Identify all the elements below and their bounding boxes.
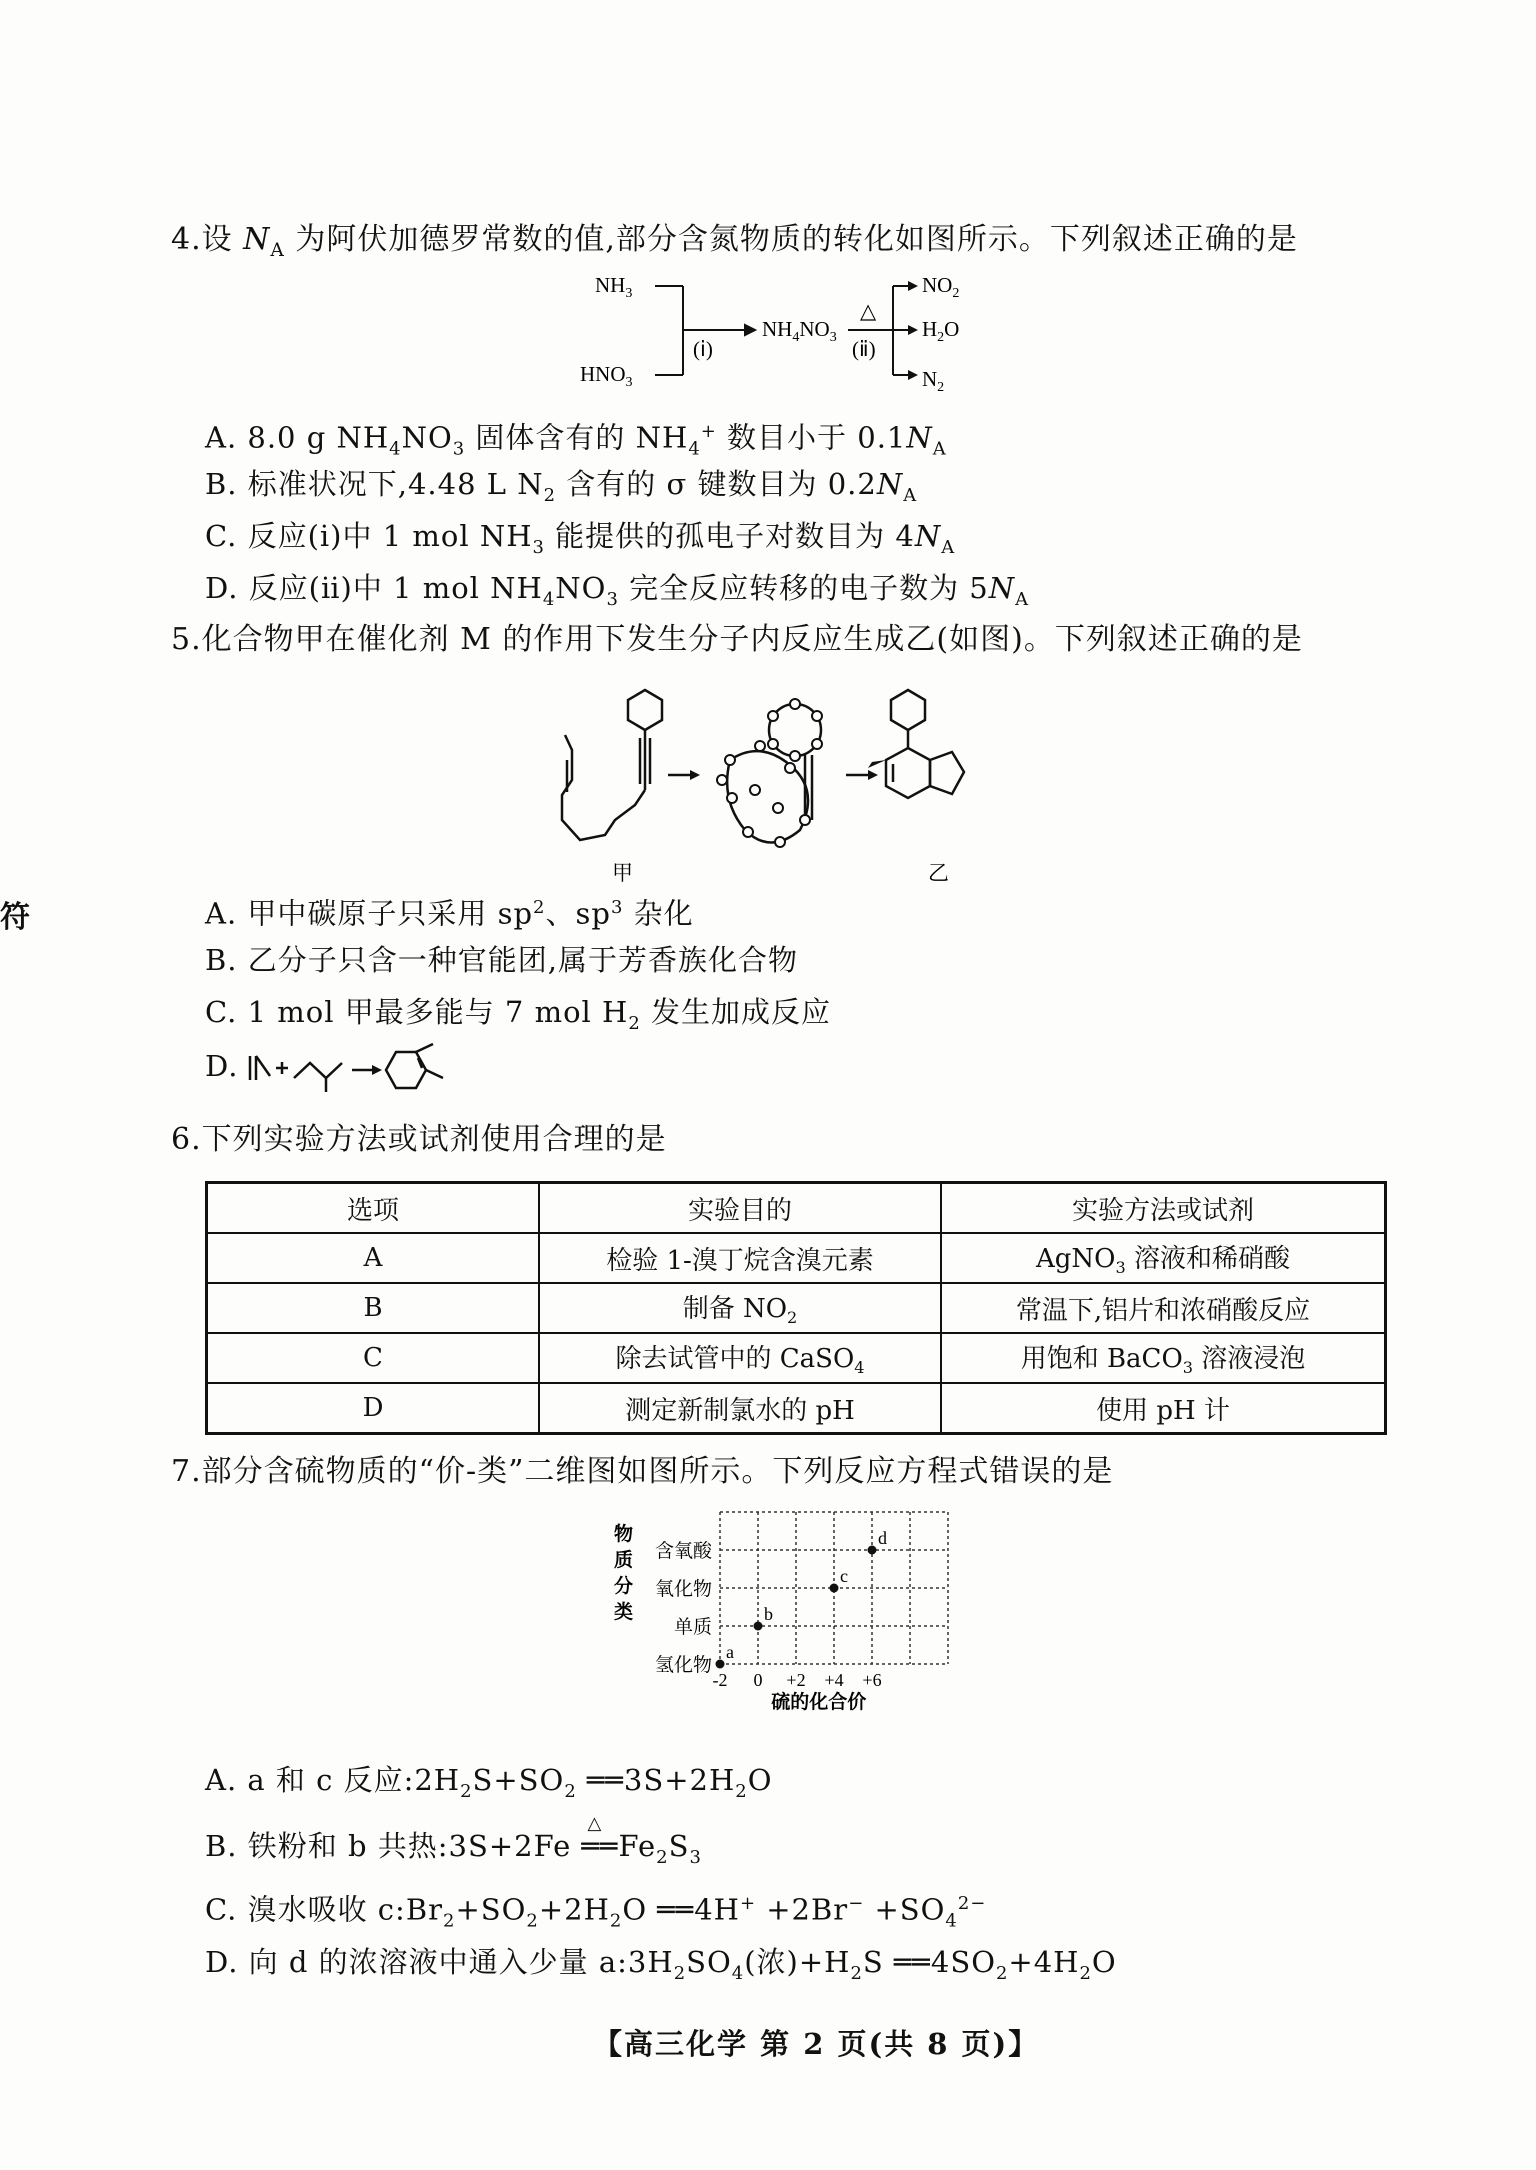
page-footer: 【高三化学 第 2 页(共 8 页)】 [593,2027,1040,2061]
header-cell: 实验方法或试剂 [941,1183,1386,1234]
heat-symbol: △ [860,299,877,323]
table-row [207,1383,1386,1434]
y-category-label: 单质 [673,1617,712,1638]
step1-label: (ⅰ) [693,337,713,361]
x-tick-label: +4 [824,1670,844,1690]
hno3-label: $HNO_3$ [580,362,633,390]
table-cell: C [207,1333,540,1383]
y-category-label: 氢化物 [654,1655,712,1676]
data-point-c [830,1584,839,1593]
q4-option-b: B. 标准状况下,4.48 L $N_2$ 含有的 σ 键数目为 $0.2N_A$ [205,467,918,506]
q4-option-d: D. 反应(ⅱ)中 1 mol $NH_4NO_3$ 完全反应转移的电子数为 $5N_A$ [205,571,1030,610]
y-axis-label-char: 物 [614,1524,634,1545]
table-cell: 使用 pH 计 [941,1383,1386,1434]
q5-option-a: A. 甲中碳原子只采用 $sp^2$、$sp^3$ 杂化 [205,896,694,931]
table-cell: D [207,1383,540,1434]
data-point-a [716,1660,725,1669]
point-label-a: a [726,1642,734,1662]
label-jia: 甲 [612,861,633,885]
q5-option-d: D. [205,1049,239,1083]
y-category-label: 氧化物 [654,1579,712,1600]
q4-option-a: A. 8.0 g $NH_4NO_3$ 固体含有的 $NH_4^+$ 数目小于 $0.1N_A$ [205,420,947,460]
point-label-b: b [764,1604,773,1624]
q5-option-c: C. 1 mol 甲最多能与 7 mol $H_2$ 发生加成反应 [205,995,831,1034]
product-n2: $N_2$ [922,367,945,395]
table-row [207,1283,1386,1333]
x-tick-label: 0 [753,1670,763,1690]
point-label-d: d [878,1528,887,1548]
table-cell: 除去试管中的 CaSO$_4$ [539,1333,941,1383]
jia-benzene [628,690,662,730]
step2-label: (ⅱ) [852,337,876,361]
q5-reaction-scheme [550,680,1010,890]
y-axis-label-char: 类 [614,1602,634,1623]
q7-option-d: D. 向 d 的浓溶液中通入少量 $a:3H_2SO_4$(浓)$+H_2S$ $══4SO_2+4H_2O$ [205,1945,1117,1984]
x-axis-label: 硫的化合价 [771,1692,867,1713]
data-point-d [868,1546,877,1555]
point-label-c: c [840,1566,848,1586]
q6-stem: 6.下列实验方法或试剂使用合理的是 [171,1122,667,1157]
q5-option-d-reaction [248,1038,488,1098]
sulfur-valence-chart [600,1500,980,1750]
yi-benzene [891,690,925,730]
table-cell: B [207,1283,540,1333]
q7-option-b: B. 铁粉和 b 共热:3S+2Fe △ $══Fe_2S_3$ [205,1813,702,1868]
y-axis-label-char: 质 [614,1550,634,1571]
table-row [207,1333,1386,1383]
q7-stem: 7.部分含硫物质的“价-类”二维图如图所示。下列反应方程式错误的是 [171,1454,1114,1489]
table-cell: 检验 1-溴丁烷含溴元素 [539,1233,941,1283]
q7-option-a: A. a 和 c 反应$:2H_2S+SO_2$ $══3S+2H_2O$ [205,1763,773,1802]
q4-reaction-diagram [580,268,1000,403]
table-cell: 常温下,铝片和浓硝酸反应 [941,1283,1386,1333]
x-tick-label: -2 [712,1670,728,1690]
nh4no3-label: $NH_4NO_3$ [762,317,837,345]
table-header-row [207,1183,1386,1234]
product-no2: $NO_2$ [922,273,960,301]
y-category-label: 含氧酸 [654,1541,712,1562]
table-cell: A [207,1233,540,1283]
table-row [207,1233,1386,1283]
label-yi: 乙 [928,861,949,885]
q6-table [205,1181,1387,1435]
q5-stem: 5.化合物甲在催化剂 M 的作用下发生分子内反应生成乙(如图)。下列叙述正确的是 [171,622,1303,657]
nh3-label: $NH_3$ [595,273,633,301]
x-tick-label: +2 [786,1670,806,1690]
q5-option-b: B. 乙分子只含一种官能团,属于芳香族化合物 [205,943,798,977]
product-h2o: $H_2O$ [922,317,960,345]
table-cell: AgNO$_3$ 溶液和稀硝酸 [941,1233,1386,1283]
y-axis-label-char: 分 [614,1576,634,1597]
header-cell: 选项 [207,1183,540,1234]
margin-text: 符 [0,900,31,935]
data-point-b [754,1622,763,1631]
x-tick-label: +6 [862,1670,882,1690]
table-cell: 用饱和 BaCO$_3$ 溶液浸泡 [941,1333,1386,1383]
table-cell: 测定新制氯水的 pH [539,1383,941,1434]
q7-option-c: C. 溴水吸收 $c:Br_2+SO_2+2H_2O$ ══4H+ $+2Br^- +SO_4^{2-}$ [205,1892,987,1932]
table-cell: 制备 $NO_2$ [539,1283,941,1333]
q4-stem: 4.设 $N_A$ 为阿伏加德罗常数的值,部分含氮物质的转化如图所示。下列叙述正确的是 [171,222,1298,261]
q4-option-c: C. 反应(ⅰ)中 1 mol $NH_3$ 能提供的孤电子对数目为 $4N_A$ [205,519,956,558]
header-cell: 实验目的 [539,1183,941,1234]
